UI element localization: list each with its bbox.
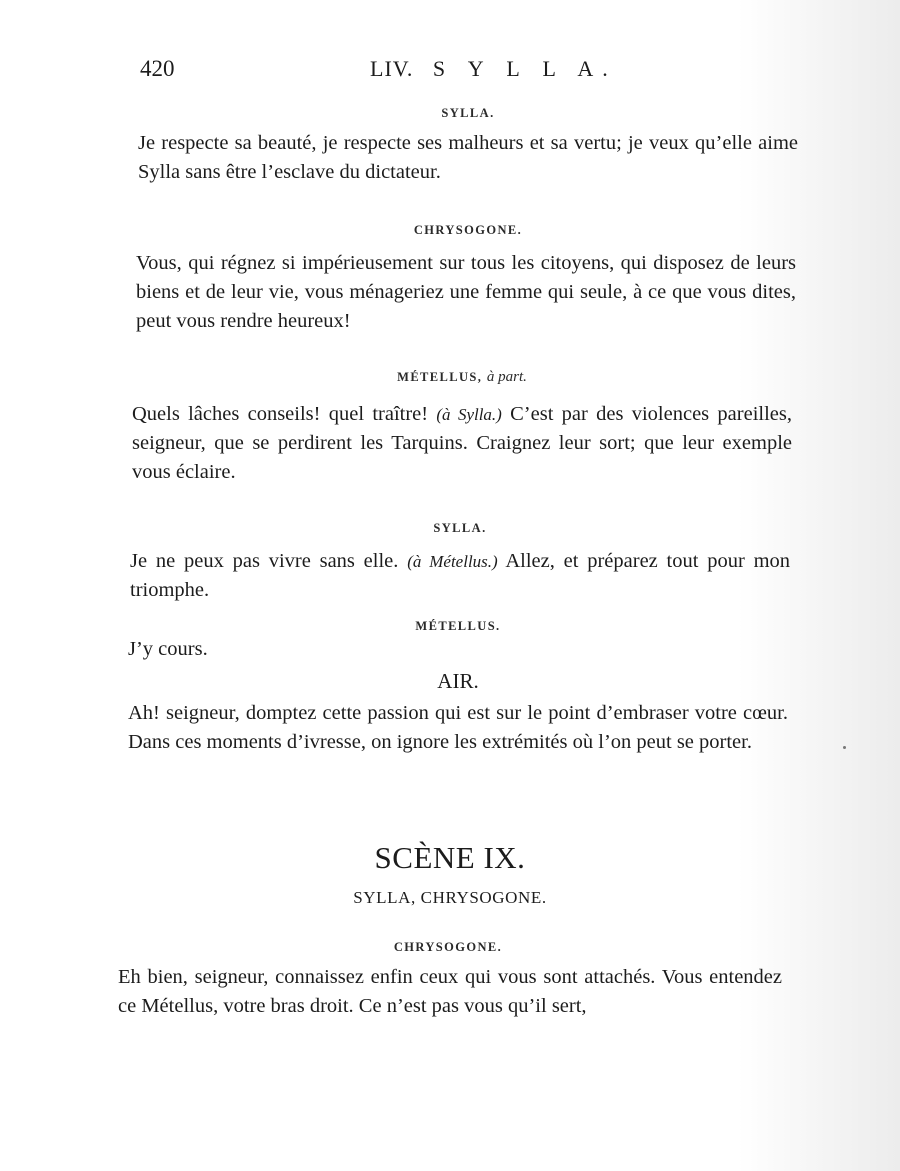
running-title: LIV. S Y L L A. (370, 56, 617, 81)
dialogue-paragraph: Eh bien, seigneur, connaissez enfin ceux qui vous sont attachés. Vous entendez ce Métellus, votre bras droit. Ce n’est pas vous qu’il sert, (118, 966, 782, 1017)
speaker-name: SYLLA. (441, 106, 495, 120)
section-heading-air: AIR. (437, 669, 479, 693)
stage-direction: à part. (486, 369, 527, 385)
dialogue-paragraph: Quels lâches conseils! quel traître! (à Sylla.) C’est par des violences pareilles, seigneur, que se perdirent les Tarquins. Craignez leur sort; que leur exemple vous éclaire. (132, 403, 792, 483)
dialogue-paragraph: Ah! seigneur, domptez cette passion qui est sur le point d’embraser votre cœur. Dans ces moments d’ivresse, on ignore les extrémités où l’on peut se porter. (128, 702, 788, 753)
speaker-name: SYLLA. (433, 521, 487, 535)
speaker-name: CHRYSOGONE. (413, 223, 523, 237)
speaker-name: CHRYSOGONE. (393, 940, 503, 954)
stage-direction: (à Sylla.) (436, 405, 502, 424)
page-number: 420 (140, 56, 175, 81)
speaker-name: MÉTELLUS, à part. (397, 369, 527, 385)
paper-speck (843, 746, 846, 749)
dialogue-paragraph: Vous, qui régnez si impérieusement sur tous les citoyens, qui disposez de leurs biens et de leur vie, vous ménageriez une femme qui seule, à ce que vous dites, peut vous rendre heureux! (136, 252, 796, 332)
scene-cast: SYLLA, CHRYSOGONE. (353, 888, 547, 907)
scene-title: SCÈNE IX. (374, 840, 526, 875)
running-header (140, 56, 800, 88)
stage-direction: (à Métellus.) (407, 552, 498, 571)
speaker-name: MÉTELLUS. (415, 619, 501, 633)
dialogue-paragraph: Je respecte sa beauté, je respecte ses malheurs et sa vertu; je veux qu’elle aime Sylla sans être l’esclave du dictateur. (138, 132, 798, 183)
dialogue-paragraph: Je ne peux pas vivre sans elle. (à Métellus.) Allez, et préparez tout pour mon triomphe. (130, 550, 791, 601)
dialogue-paragraph: J’y cours. (128, 638, 208, 660)
